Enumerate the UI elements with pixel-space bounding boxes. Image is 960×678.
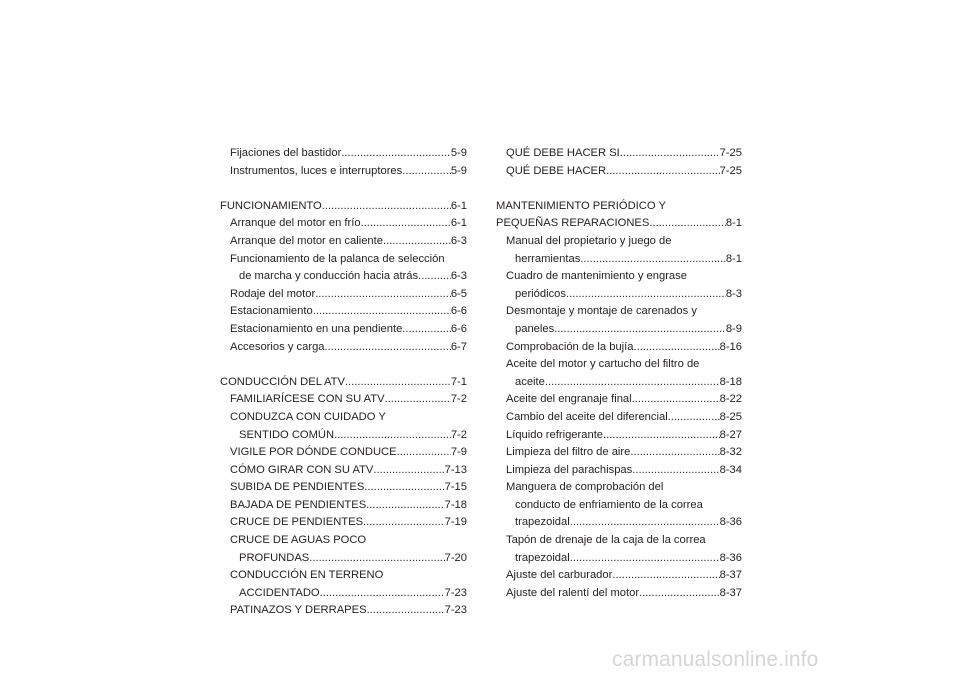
toc-entry xyxy=(220,550,467,568)
toc-section-heading xyxy=(496,198,742,216)
toc-entry-title: SENTIDO COMÚN xyxy=(239,428,335,441)
toc-dot-leader xyxy=(320,585,445,603)
toc-page-number: 6-3 xyxy=(450,270,467,283)
toc-dot-leader xyxy=(580,251,726,269)
toc-entry xyxy=(496,550,742,568)
toc-entry-title: Estacionamiento xyxy=(230,305,313,318)
toc-entry-title: CONDUCCIÓN DEL ATV xyxy=(220,375,345,388)
toc-page-number: 7-2 xyxy=(450,428,467,441)
toc-entry-title: Funcionamiento de la palanca de selección xyxy=(230,252,445,265)
section-spacer xyxy=(496,180,742,198)
toc-dot-leader xyxy=(649,215,725,233)
toc-page-number: 6-6 xyxy=(450,322,467,335)
toc-dot-leader xyxy=(570,514,720,532)
toc-entry-title: de marcha y conducción hacia atrás xyxy=(239,270,419,283)
toc-dot-leader xyxy=(367,602,445,620)
toc-entry-title: Cuadro de mantenimiento y engrase xyxy=(506,270,687,283)
toc-entry xyxy=(220,462,467,480)
toc-entry xyxy=(220,145,467,163)
toc-page-number: 8-36 xyxy=(719,551,742,564)
toc-entry-title: Manual del propietario y juego de xyxy=(506,234,672,247)
toc-entry xyxy=(220,479,467,497)
toc-entry xyxy=(496,374,742,392)
toc-entry xyxy=(496,462,742,480)
toc-entry-title: Desmontaje y montaje de carenados y xyxy=(506,305,697,318)
toc-page-number: 8-16 xyxy=(719,340,742,353)
toc-entry xyxy=(220,585,467,603)
toc-page-number: 8-1 xyxy=(725,217,742,230)
toc-entry-title: Líquido refrigerante xyxy=(506,428,604,441)
toc-entry-title: Comprobación de la bujía xyxy=(506,340,634,353)
toc-entry-title: QUÉ DEBE HACER xyxy=(506,164,607,177)
toc-page-number: 7-20 xyxy=(444,551,467,564)
toc-dot-leader xyxy=(315,286,451,304)
toc-page-number: 7-19 xyxy=(444,516,467,529)
toc-entry xyxy=(496,286,742,304)
toc-entry xyxy=(496,163,742,181)
toc-page-number: 8-34 xyxy=(719,463,742,476)
toc-entry-title: FUNCIONAMIENTO xyxy=(220,199,322,212)
toc-entry-title: aceite xyxy=(515,375,545,388)
toc-entry xyxy=(496,268,742,286)
toc-entry xyxy=(220,321,467,339)
toc-entry-title: Arranque del motor en caliente xyxy=(230,234,383,247)
toc-entry-title: CRUCE DE PENDIENTES xyxy=(230,516,364,529)
toc-entry-title: Aceite del motor y cartucho del filtro de xyxy=(506,358,700,371)
toc-entry-title: BAJADA DE PENDIENTES xyxy=(230,498,367,511)
toc-dot-leader xyxy=(322,198,451,216)
toc-page-number: 5-9 xyxy=(450,164,467,177)
toc-page-number: 7-23 xyxy=(444,604,467,617)
toc-page-number: 6-3 xyxy=(450,234,467,247)
toc-page-number: 7-15 xyxy=(444,481,467,494)
toc-dot-leader xyxy=(397,444,451,462)
toc-page-number: 8-1 xyxy=(725,252,742,265)
toc-page-number: 6-7 xyxy=(450,340,467,353)
toc-dot-leader xyxy=(554,321,726,339)
toc-dot-leader xyxy=(606,163,720,181)
toc-entry-title: Limpieza del parachispas xyxy=(506,463,633,476)
toc-entry xyxy=(220,602,467,620)
toc-entry xyxy=(496,497,742,515)
toc-entry-title: FAMILIARÍCESE CON SU ATV xyxy=(230,393,385,406)
toc-entry xyxy=(220,391,467,409)
toc-entry-title: CRUCE DE AGUAS POCO xyxy=(230,534,367,547)
toc-left-column xyxy=(220,145,467,620)
toc-entry-title: MANTENIMIENTO PERIÓDICO Y xyxy=(496,199,666,212)
toc-page-number: 7-1 xyxy=(450,375,467,388)
toc-page-number: 7-13 xyxy=(444,463,467,476)
toc-entry xyxy=(496,585,742,603)
toc-entry xyxy=(220,233,467,251)
toc-entry xyxy=(220,409,467,427)
toc-entry-title: PATINAZOS Y DERRAPES xyxy=(230,604,367,617)
toc-page-number: 7-23 xyxy=(444,586,467,599)
toc-dot-leader xyxy=(334,427,451,445)
toc-entry xyxy=(496,567,742,585)
toc-entry xyxy=(496,391,742,409)
toc-page-number: 6-1 xyxy=(450,217,467,230)
toc-entry-title: PEQUEÑAS REPARACIONES xyxy=(496,217,650,230)
toc-right-column xyxy=(496,145,742,602)
toc-entry xyxy=(220,444,467,462)
toc-entry-title: trapezoidal xyxy=(515,516,570,529)
toc-entry xyxy=(220,567,467,585)
toc-entry xyxy=(496,145,742,163)
toc-dot-leader xyxy=(309,550,444,568)
toc-entry-title: SUBIDA DE PENDIENTES xyxy=(230,481,365,494)
toc-entry-title: CONDUZCA CON CUIDADO Y xyxy=(230,410,386,423)
toc-page-number: 8-3 xyxy=(725,287,742,300)
toc-dot-leader xyxy=(632,462,719,480)
toc-entry-title: Fijaciones del bastidor xyxy=(230,147,342,159)
toc-entry-title: Manguera de comprobación del xyxy=(506,481,664,494)
toc-dot-leader xyxy=(570,550,720,568)
toc-page-number: 7-18 xyxy=(444,498,467,511)
toc-entry xyxy=(220,303,467,321)
toc-page-number: 7-25 xyxy=(719,164,742,177)
section-spacer xyxy=(220,356,467,374)
toc-entry xyxy=(496,251,742,269)
toc-page-number: 6-6 xyxy=(450,305,467,318)
toc-entry-title: herramientas xyxy=(515,252,581,265)
toc-entry-title: VIGILE POR DÓNDE CONDUCE xyxy=(230,446,397,459)
toc-entry xyxy=(496,233,742,251)
toc-dot-leader xyxy=(366,497,444,515)
toc-entry xyxy=(220,268,467,286)
toc-entry xyxy=(220,427,467,445)
toc-entry xyxy=(496,532,742,550)
toc-entry xyxy=(220,532,467,550)
watermark-text: carmanualsonline.info xyxy=(612,648,819,671)
toc-entry-title: Ajuste del ralentí del motor xyxy=(506,586,640,599)
toc-entry xyxy=(496,427,742,445)
toc-entry-title: periódicos xyxy=(515,287,566,300)
toc-page-number: 8-27 xyxy=(719,428,742,441)
toc-section-heading xyxy=(496,215,742,233)
toc-entry xyxy=(496,356,742,374)
toc-entry-title: paneles xyxy=(515,322,555,335)
toc-dot-leader xyxy=(603,427,720,445)
toc-dot-leader xyxy=(402,321,451,339)
toc-page-number: 6-5 xyxy=(450,287,467,300)
toc-entry xyxy=(496,514,742,532)
toc-entry-title: Arranque del motor en frío xyxy=(230,217,361,230)
toc-dot-leader xyxy=(630,444,719,462)
toc-dot-leader xyxy=(418,268,451,286)
toc-dot-leader xyxy=(345,374,451,392)
toc-dot-leader xyxy=(361,215,451,233)
toc-entry-title: Accesorios y carga xyxy=(230,340,325,353)
toc-dot-leader xyxy=(612,567,719,585)
toc-dot-leader xyxy=(383,233,451,251)
toc-entry-title: CONDUCCIÓN EN TERRENO xyxy=(230,569,384,582)
toc-page-number: 8-37 xyxy=(719,569,742,582)
toc-page-number: 8-36 xyxy=(719,516,742,529)
toc-section-heading xyxy=(220,198,467,216)
toc-dot-leader xyxy=(629,145,720,163)
toc-page-number: 8-25 xyxy=(719,410,742,423)
toc-page-number: 8-18 xyxy=(719,375,742,388)
toc-dot-leader xyxy=(668,409,720,427)
toc-dot-leader xyxy=(363,514,445,532)
toc-entry xyxy=(220,339,467,357)
toc-dot-leader xyxy=(632,391,720,409)
toc-dot-leader xyxy=(341,145,451,163)
toc-entry xyxy=(496,409,742,427)
toc-entry-title: conducto de enfriamiento de la correa xyxy=(515,498,703,511)
toc-entry xyxy=(496,444,742,462)
toc-entry-title: Estacionamiento en una pendiente xyxy=(230,322,403,335)
toc-dot-leader xyxy=(566,286,726,304)
toc-dot-leader xyxy=(364,479,444,497)
toc-entry-title: Limpieza del filtro de aire xyxy=(506,446,631,459)
toc-page-number: 5-9 xyxy=(450,147,467,159)
toc-dot-leader xyxy=(634,339,720,357)
toc-entry xyxy=(220,215,467,233)
toc-entry-title: Aceite del engranaje final xyxy=(506,393,632,406)
toc-entry xyxy=(496,339,742,357)
toc-entry-title: Instrumentos, luces e interruptores xyxy=(230,164,403,177)
toc-entry xyxy=(496,303,742,321)
toc-entry xyxy=(220,163,467,181)
toc-entry xyxy=(220,514,467,532)
toc-entry-title: PROFUNDAS xyxy=(239,551,310,564)
toc-dot-leader xyxy=(325,339,451,357)
toc-page-number: 7-25 xyxy=(719,147,742,159)
toc-page-number: 8-37 xyxy=(719,586,742,599)
toc-entry-title: CÓMO GIRAR CON SU ATV xyxy=(230,463,374,476)
section-spacer xyxy=(220,180,467,198)
toc-entry-title: Rodaje del motor xyxy=(230,287,316,300)
toc-entry-title: Tapón de drenaje de la caja de la correa xyxy=(506,534,706,547)
toc-entry-title: trapezoidal xyxy=(515,551,570,564)
toc-entry xyxy=(220,286,467,304)
toc-page-number: 8-22 xyxy=(719,393,742,406)
toc-dot-leader xyxy=(402,163,451,181)
toc-section-heading xyxy=(220,374,467,392)
toc-entry-title: QUÉ DEBE HACER SI... xyxy=(506,147,630,159)
toc-dot-leader xyxy=(385,391,451,409)
toc-entry xyxy=(496,321,742,339)
toc-dot-leader xyxy=(639,585,720,603)
toc-page-number: 8-32 xyxy=(719,446,742,459)
toc-page-number: 8-9 xyxy=(725,322,742,335)
toc-entry xyxy=(220,497,467,515)
toc-entry xyxy=(220,251,467,269)
toc-dot-leader xyxy=(313,303,451,321)
toc-dot-leader xyxy=(373,462,444,480)
toc-dot-leader xyxy=(545,374,720,392)
toc-page-number: 6-1 xyxy=(450,199,467,212)
toc-page-number: 7-9 xyxy=(450,446,467,459)
toc-entry-title: Ajuste del carburador xyxy=(506,569,613,582)
toc-page-number: 7-2 xyxy=(450,393,467,406)
toc-entry-title: Cambio del aceite del diferencial xyxy=(506,410,668,423)
toc-entry xyxy=(496,479,742,497)
toc-entry-title: ACCIDENTADO xyxy=(239,586,320,599)
